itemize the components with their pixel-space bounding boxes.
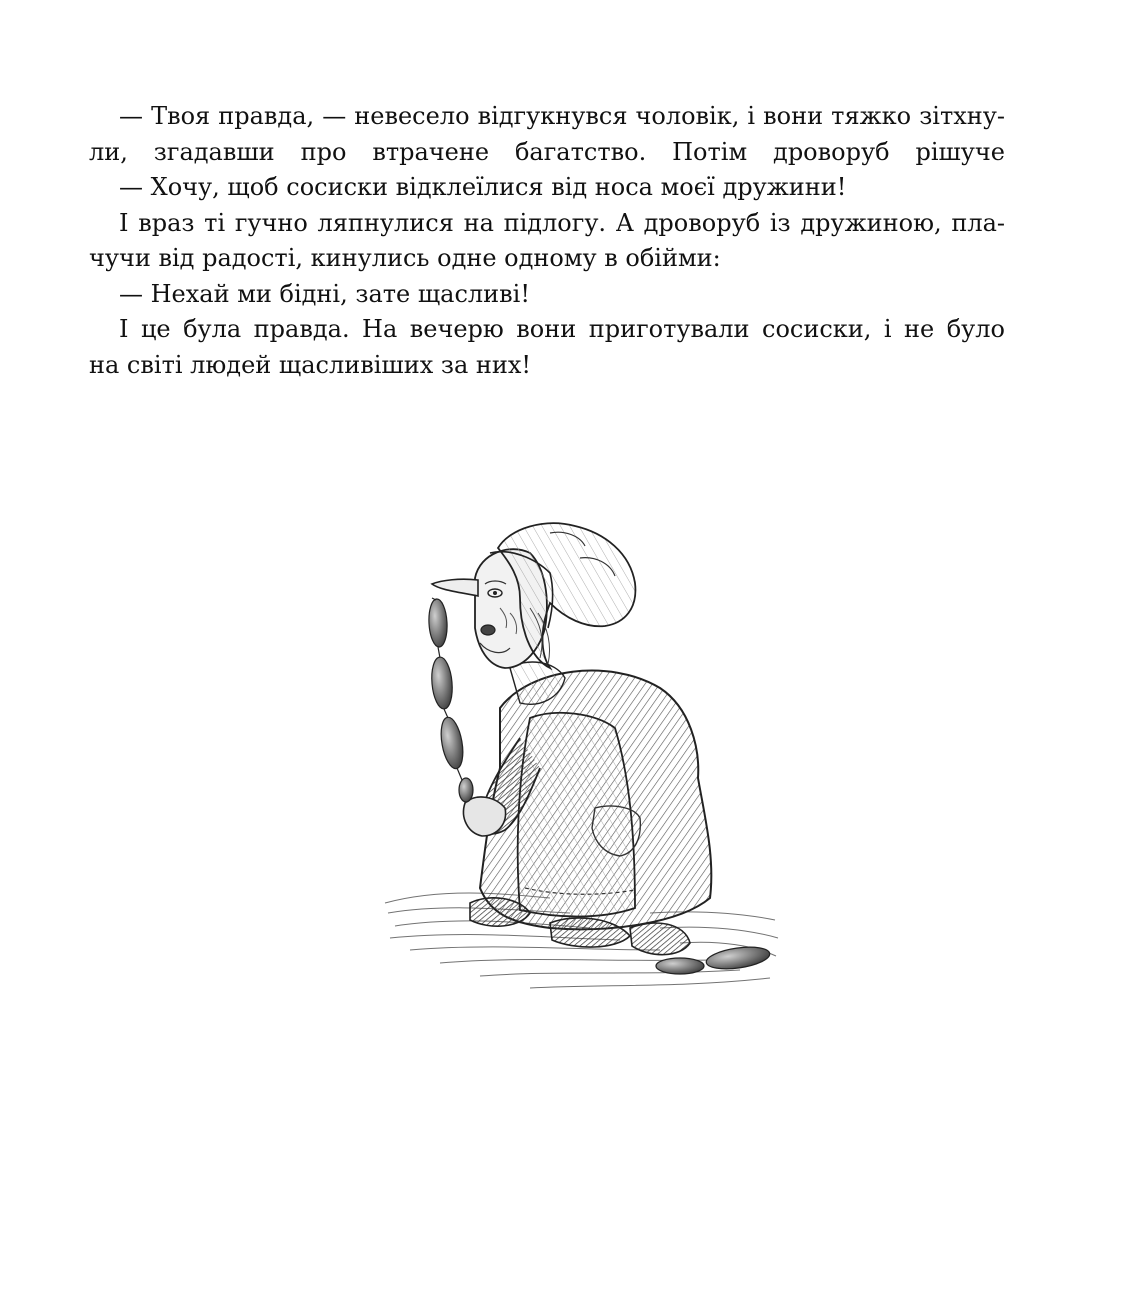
old-woman-with-sausages-icon [380,518,780,1008]
story-line-2: ли, згадавши про втрачене багатство. Потім дроворуб рішуче [89,137,1005,166]
story-text [89,99,1005,383]
story-line-4: І враз ті гучно ляпнулися на підлогу. А дроворуб із дружиною, пла- [119,208,1005,237]
story-line-6: — Нехай ми бідні, зате щасливі! [119,279,530,308]
story-line-7: І це була правда. На вечерю вони приготували сосиски, і не було [119,315,1005,343]
story-line-8: на світі людей щасливіших за них! [89,350,532,379]
story-line-1: — Твоя правда, — невесело відгукнувся чоловік, і вони тяжко зітхну- [119,102,1005,130]
story-line-3: — Хочу, щоб сосиски відклеїлися від носа моєї дружини! [119,173,847,201]
story-line-5: чучи від радості, кинулись одне одному в обійми: [89,244,721,272]
